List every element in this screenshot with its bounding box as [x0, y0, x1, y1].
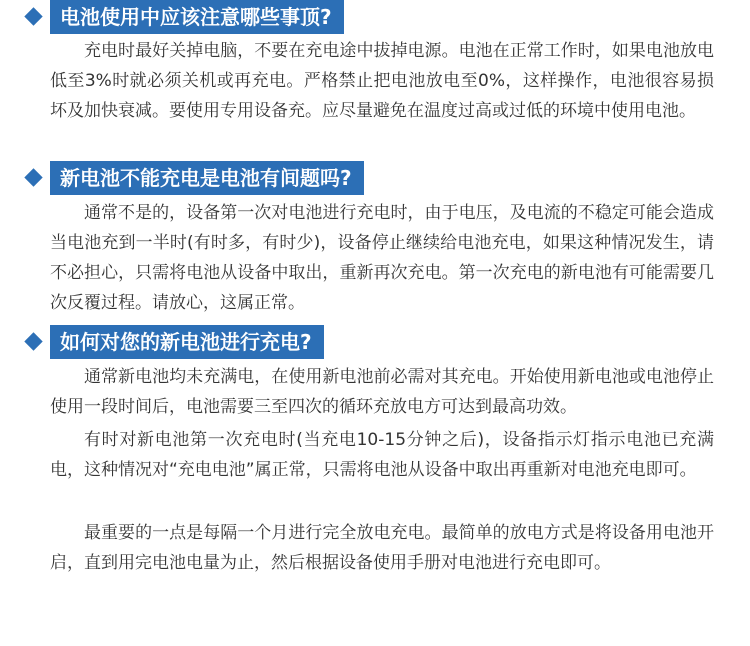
- faq-answer-1-paragraph-1: 充电时最好关掉电脑，不要在充电途中拔掉电源。电池在正常工作时，如果电池放电低至3%时就必须关机或再充电。严格禁止把电池放电至0%，这样操作，电池很容易损坏及加快衰减。要使用专用设备充。应尽量避免在温度过高或过低的环境中使用电池。: [50, 41, 714, 121]
- faq-answer-3-paragraph-1: 通常新电池均未充满电，在使用新电池前必需对其充电。开始使用新电池或电池停止使用一段时间后，电池需要三至四次的循环充放电方可达到最高功效。: [50, 367, 714, 417]
- faq-answer-2-paragraph-1: 通常不是的，设备第一次对电池进行充电时，由于电压，及电流的不稳定可能会造成当电池充到一半时(有时多，有时少)，设备停止继续给电池充电，如果这种情况发生，请不必担心，只需将电池从设备中取出，重新再次充电。第一次充电的新电池有可能需要几次反覆过程。请放心，这属正常。: [50, 203, 714, 313]
- faq-question-3: 如何对您的新电池进行充电?: [50, 325, 324, 359]
- faq-question-row-2: [0, 161, 750, 195]
- faq-question-row-3: [0, 325, 750, 359]
- diamond-bullet-icon: [24, 7, 42, 25]
- faq-question-2: 新电池不能充电是电池有间题吗?: [50, 161, 364, 195]
- diamond-bullet-icon: [24, 168, 42, 186]
- faq-question-row-1: [0, 0, 750, 34]
- diamond-bullet-icon: [24, 332, 42, 350]
- faq-question-1: 电池使用中应该注意哪些事顶?: [50, 0, 344, 34]
- faq-answer-3-paragraph-3: 最重要的一点是每隔一个月进行完全放电充电。最简单的放电方式是将设备用电池开启，直到用完电池电量为止，然后根据设备使用手册对电池进行充电即可。: [50, 523, 714, 573]
- faq-answer-3-paragraph-2: 有时对新电池第一次充电时(当充电10-15分钟之后)，设备指示灯指示电池已充满电，这种情况对“充电电池”属正常，只需将电池从设备中取出再重新对电池充电即可。: [50, 430, 714, 480]
